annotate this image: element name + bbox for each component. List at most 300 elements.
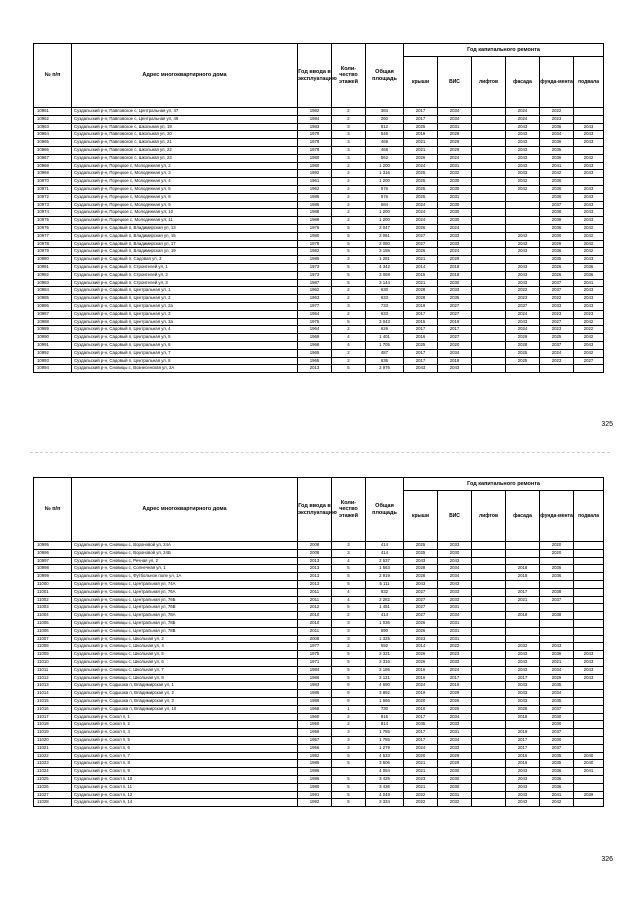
cell-area: 1 325 bbox=[366, 635, 404, 643]
table-row bbox=[34, 565, 604, 573]
cell-foundation: 2030 bbox=[540, 713, 574, 721]
table-row bbox=[34, 115, 604, 123]
cell-num: 10970 bbox=[34, 178, 72, 186]
cell-basement bbox=[574, 627, 604, 635]
cell-foundation: 2033 bbox=[540, 302, 574, 310]
cell-roof: 2025 bbox=[404, 170, 438, 178]
cell-year: 2010 bbox=[298, 619, 332, 627]
cell-vis: 2033 bbox=[438, 721, 472, 729]
cell-year: 1976 bbox=[298, 224, 332, 232]
cell-vis: 2027 bbox=[438, 310, 472, 318]
cell-floors: 5 bbox=[332, 263, 366, 271]
cell-year: 1979 bbox=[298, 131, 332, 139]
cell-year: 1985 bbox=[298, 760, 332, 768]
cell-facade bbox=[506, 193, 540, 201]
header-capital-repair-year: Год капитального ремонта bbox=[404, 478, 604, 491]
cell-num: 10982 bbox=[34, 271, 72, 279]
cell-facade: 2043 bbox=[506, 658, 540, 666]
cell-area: 3 068 bbox=[366, 271, 404, 279]
cell-area: 1 279 bbox=[366, 744, 404, 752]
cell-floors: 5 bbox=[332, 580, 366, 588]
table-row bbox=[34, 713, 604, 721]
cell-year: 1960 bbox=[298, 713, 332, 721]
cell-year: 1983 bbox=[298, 123, 332, 131]
cell-num: 11009 bbox=[34, 651, 72, 659]
cell-area: 3 334 bbox=[366, 799, 404, 807]
cell-vis: 2035 bbox=[438, 295, 472, 303]
cell-year: 1973 bbox=[298, 271, 332, 279]
table-row bbox=[34, 154, 604, 162]
cell-year: 2011 bbox=[298, 588, 332, 596]
cell-num: 10971 bbox=[34, 185, 72, 193]
header-vis: ВИС bbox=[438, 491, 472, 542]
cell-roof: 2014 bbox=[404, 263, 438, 271]
cell-foundation: 2037 bbox=[540, 596, 574, 604]
cell-vis: 2023 bbox=[438, 651, 472, 659]
header-foundation: фунда-мента bbox=[540, 57, 574, 108]
cell-lifts bbox=[472, 302, 506, 310]
cell-year: 2008 bbox=[298, 635, 332, 643]
cell-basement: 2042 bbox=[574, 240, 604, 248]
cell-year: 2011 bbox=[298, 596, 332, 604]
cell-num: 10981 bbox=[34, 263, 72, 271]
cell-foundation: 2035 bbox=[540, 697, 574, 705]
cell-foundation: 2035 bbox=[540, 752, 574, 760]
table-row bbox=[34, 682, 604, 690]
header-floors: Коли-чество этажей bbox=[332, 44, 366, 108]
cell-roof: 2019 bbox=[404, 302, 438, 310]
cell-vis: 2031 bbox=[438, 729, 472, 737]
cell-address: Суздальский р-н, Сновицы с, Солнечная ул, 1 bbox=[72, 565, 298, 573]
table-row bbox=[34, 619, 604, 627]
cell-year: 2011 bbox=[298, 627, 332, 635]
cell-facade: 2043 bbox=[506, 146, 540, 154]
cell-basement: 2027 bbox=[574, 357, 604, 365]
cell-lifts bbox=[472, 682, 506, 690]
table-row bbox=[34, 248, 604, 256]
cell-floors: 5 bbox=[332, 318, 366, 326]
cell-area: 592 bbox=[366, 643, 404, 651]
table-row bbox=[34, 123, 604, 131]
cell-vis: 2029 bbox=[438, 146, 472, 154]
table-row bbox=[34, 791, 604, 799]
cell-year: 1977 bbox=[298, 643, 332, 651]
cell-address: Суздальский р-н, Сокол п, 12 bbox=[72, 791, 298, 799]
cell-year: 1988 bbox=[298, 209, 332, 217]
cell-address: Суздальский р-н, Павловское с, Школьная ул, 20 bbox=[72, 131, 298, 139]
cell-roof: 2027 bbox=[404, 604, 438, 612]
cell-year: 1968 bbox=[298, 705, 332, 713]
cell-year: 1984 bbox=[298, 115, 332, 123]
cell-foundation: 2023 bbox=[540, 115, 574, 123]
cell-num: 10979 bbox=[34, 248, 72, 256]
cell-facade bbox=[506, 224, 540, 232]
cell-address: Суздальский р-н, Садовый п, Центральная ул, 2а bbox=[72, 302, 298, 310]
cell-year: 1980 bbox=[298, 154, 332, 162]
cell-vis: 2017 bbox=[438, 674, 472, 682]
cell-year: 1984 bbox=[298, 666, 332, 674]
cell-year: 1978 bbox=[298, 240, 332, 248]
cell-address: Суздальский р-н, Порецкое с, Молодежная ул, 2 bbox=[72, 162, 298, 170]
cell-area: 2 919 bbox=[366, 573, 404, 581]
cell-vis: 2024 bbox=[438, 248, 472, 256]
cell-lifts bbox=[472, 705, 506, 713]
cell-foundation: 2037 bbox=[540, 744, 574, 752]
cell-vis: 2030 bbox=[438, 783, 472, 791]
cell-foundation: 2030 bbox=[540, 736, 574, 744]
cell-facade: 2028 bbox=[506, 705, 540, 713]
cell-roof: 2022 bbox=[404, 791, 438, 799]
cell-area: 5 111 bbox=[366, 580, 404, 588]
cell-address: Суздальский р-н, Сокол п, 8 bbox=[72, 760, 298, 768]
cell-foundation: 2035 bbox=[540, 256, 574, 264]
header-facade: фасада bbox=[506, 57, 540, 108]
cell-vis: 2031 bbox=[438, 604, 472, 612]
cell-vis: 2032 bbox=[438, 799, 472, 807]
cell-vis: 2027 bbox=[438, 334, 472, 342]
cell-num: 10972 bbox=[34, 193, 72, 201]
cell-vis: 2019 bbox=[438, 357, 472, 365]
cell-address: Суздальский р-н, Содышка п, Владимирская ул, 2 bbox=[72, 690, 298, 698]
cell-num: 11028 bbox=[34, 799, 72, 807]
cell-facade: 2043 bbox=[506, 768, 540, 776]
cell-num: 11024 bbox=[34, 768, 72, 776]
cell-basement: 2043 bbox=[574, 185, 604, 193]
cell-facade: 2043 bbox=[506, 651, 540, 659]
cell-year: 1983 bbox=[298, 682, 332, 690]
cell-lifts bbox=[472, 240, 506, 248]
cell-num: 11022 bbox=[34, 752, 72, 760]
cell-foundation: 2036 bbox=[540, 178, 574, 186]
cell-floors: 3 bbox=[332, 744, 366, 752]
cell-basement bbox=[574, 729, 604, 737]
cell-num: 10996 bbox=[34, 549, 72, 557]
cell-num: 11014 bbox=[34, 690, 72, 698]
cell-facade: 2024 bbox=[506, 108, 540, 116]
table-row bbox=[34, 760, 604, 768]
cell-basement: 2043 bbox=[574, 131, 604, 139]
table-body-page-326 bbox=[34, 542, 604, 807]
cell-floors: 2 bbox=[332, 326, 366, 334]
cell-address: Суздальский р-н, Павловское с, Центральная ул, 47 bbox=[72, 108, 298, 116]
cell-vis: 2030 bbox=[438, 185, 472, 193]
cell-address: Суздальский р-н, Порецкое с, Молодежная ул, 9 bbox=[72, 201, 298, 209]
cell-area: 3 155 bbox=[366, 248, 404, 256]
cell-roof: 2021 bbox=[404, 256, 438, 264]
cell-lifts bbox=[472, 651, 506, 659]
cell-num: 10973 bbox=[34, 201, 72, 209]
cell-facade: 2021 bbox=[506, 596, 540, 604]
header-floors: Коли-чество этажей bbox=[332, 478, 366, 542]
cell-area: 3 506 bbox=[366, 760, 404, 768]
cell-basement: 2043 bbox=[574, 674, 604, 682]
cell-area: 1 036 bbox=[366, 619, 404, 627]
cell-basement: 2043 bbox=[574, 139, 604, 147]
cell-floors: 3 bbox=[332, 619, 366, 627]
cell-floors: 3 bbox=[332, 635, 366, 643]
table-row bbox=[34, 651, 604, 659]
table-row bbox=[34, 549, 604, 557]
cell-year: 1985 bbox=[298, 256, 332, 264]
cell-num: 11013 bbox=[34, 682, 72, 690]
cell-floors: 3 bbox=[332, 729, 366, 737]
cell-floors: 5 bbox=[332, 604, 366, 612]
cell-roof: 2017 bbox=[404, 115, 438, 123]
cell-num: 10967 bbox=[34, 154, 72, 162]
cell-lifts bbox=[472, 596, 506, 604]
cell-vis: 2030 bbox=[438, 279, 472, 287]
cell-roof: 2026 bbox=[404, 627, 438, 635]
cell-floors: 2 bbox=[332, 178, 366, 186]
cell-lifts bbox=[472, 162, 506, 170]
cell-foundation: 2034 bbox=[540, 666, 574, 674]
cell-area: 2 976 bbox=[366, 365, 404, 373]
cell-basement: 2043 bbox=[574, 209, 604, 217]
cell-address: Суздальский р-н, Содышка п, Владимирская ул, 1 bbox=[72, 682, 298, 690]
table-row bbox=[34, 612, 604, 620]
cell-num: 11019 bbox=[34, 729, 72, 737]
cell-floors: 5 bbox=[332, 271, 366, 279]
cell-floors: 5 bbox=[332, 651, 366, 659]
cell-vis: 2017 bbox=[438, 326, 472, 334]
cell-lifts bbox=[472, 287, 506, 295]
cell-roof: 2024 bbox=[404, 201, 438, 209]
cell-area: 636 bbox=[366, 357, 404, 365]
cell-floors: 3 bbox=[332, 736, 366, 744]
cell-roof: 2014 bbox=[404, 643, 438, 651]
cell-lifts bbox=[472, 783, 506, 791]
cell-area: 1 200 bbox=[366, 217, 404, 225]
cell-roof: 2043 bbox=[404, 557, 438, 565]
cell-roof: 2025 bbox=[404, 193, 438, 201]
cell-address: Суздальский р-н, Порецкое с, Молодежная ул, 4 bbox=[72, 178, 298, 186]
cell-area: 1 200 bbox=[366, 178, 404, 186]
cell-facade bbox=[506, 635, 540, 643]
cell-roof: 2027 bbox=[404, 588, 438, 596]
table-row bbox=[34, 201, 604, 209]
cell-lifts bbox=[472, 690, 506, 698]
table-row bbox=[34, 334, 604, 342]
table-row bbox=[34, 799, 604, 807]
cell-address: Суздальский р-н, Порецкое с, Молодежная ул, 5 bbox=[72, 185, 298, 193]
cell-roof: 2021 bbox=[404, 783, 438, 791]
header-basement: подвала bbox=[574, 491, 604, 542]
cell-basement bbox=[574, 736, 604, 744]
cell-lifts bbox=[472, 248, 506, 256]
cell-num: 11004 bbox=[34, 612, 72, 620]
cell-lifts bbox=[472, 256, 506, 264]
cell-year: 1977 bbox=[298, 302, 332, 310]
cell-floors: 5 bbox=[332, 666, 366, 674]
cell-year: 1986 bbox=[298, 201, 332, 209]
cell-facade: 2032 bbox=[506, 643, 540, 651]
table-row bbox=[34, 178, 604, 186]
cell-lifts bbox=[472, 279, 506, 287]
cell-lifts bbox=[472, 580, 506, 588]
cell-facade: 2024 bbox=[506, 115, 540, 123]
cell-address: Суздальский р-н, Сокол п, 4 bbox=[72, 729, 298, 737]
cell-area: 576 bbox=[366, 185, 404, 193]
cell-area: 3 144 bbox=[366, 279, 404, 287]
cell-lifts bbox=[472, 768, 506, 776]
cell-facade: 2022 bbox=[506, 287, 540, 295]
cell-floors: 1 bbox=[332, 705, 366, 713]
cell-num: 10986 bbox=[34, 302, 72, 310]
cell-basement: 2043 bbox=[574, 217, 604, 225]
cell-foundation: 2036 bbox=[540, 123, 574, 131]
cell-lifts bbox=[472, 721, 506, 729]
cell-roof: 2017 bbox=[404, 357, 438, 365]
cell-foundation: 2030 bbox=[540, 721, 574, 729]
cell-area: 626 bbox=[366, 326, 404, 334]
cell-floors: 2 bbox=[332, 310, 366, 318]
cell-address: Суздальский р-н, Сновицы с, Вознесенская ул, 2А bbox=[72, 365, 298, 373]
cell-lifts bbox=[472, 736, 506, 744]
cell-roof: 2024 bbox=[404, 217, 438, 225]
cell-roof: 2026 bbox=[404, 658, 438, 666]
cell-year: 1992 bbox=[298, 799, 332, 807]
cell-floors: 2 bbox=[332, 295, 366, 303]
cell-vis: 2026 bbox=[438, 697, 472, 705]
cell-floors: 4 bbox=[332, 596, 366, 604]
table-row bbox=[34, 357, 604, 365]
table-row bbox=[34, 162, 604, 170]
cell-roof: 2027 bbox=[404, 240, 438, 248]
cell-area: 3 061 bbox=[366, 232, 404, 240]
cell-facade: 2043 bbox=[506, 279, 540, 287]
table-row bbox=[34, 783, 604, 791]
cell-address: Суздальский р-н, Содышка п, Владимирская ул, 10 bbox=[72, 705, 298, 713]
cell-year: 1964 bbox=[298, 310, 332, 318]
cell-num: 11002 bbox=[34, 596, 72, 604]
cell-roof: 2026 bbox=[404, 154, 438, 162]
cell-lifts bbox=[472, 588, 506, 596]
cell-roof: 2015 bbox=[404, 318, 438, 326]
cell-floors: 2 bbox=[332, 357, 366, 365]
cell-basement: 2043 bbox=[574, 123, 604, 131]
cell-foundation: 2042 bbox=[540, 170, 574, 178]
cell-lifts bbox=[472, 557, 506, 565]
cell-address: Суздальский р-н, Порецкое с, Молодежная ул, 8 bbox=[72, 193, 298, 201]
cell-foundation: 2023 bbox=[540, 310, 574, 318]
cell-year: 1986 bbox=[298, 775, 332, 783]
cell-address: Суздальский р-н, Сновицы с, Центральная ул, 78В bbox=[72, 627, 298, 635]
cell-foundation: 2030 bbox=[540, 232, 574, 240]
cell-address: Суздальский р-н, Садовый п, Центральная ул, 8 bbox=[72, 357, 298, 365]
cell-floors: 2 bbox=[332, 721, 366, 729]
cell-facade: 2043 bbox=[506, 170, 540, 178]
cell-area: 1 566 bbox=[366, 697, 404, 705]
cell-year: 1986 bbox=[298, 690, 332, 698]
cell-foundation: 2036 bbox=[540, 139, 574, 147]
table-row bbox=[34, 131, 604, 139]
cell-facade: 2037 bbox=[506, 302, 540, 310]
cell-num: 11017 bbox=[34, 713, 72, 721]
header-lifts: лифтов bbox=[472, 57, 506, 108]
cell-num: 11027 bbox=[34, 791, 72, 799]
cell-address: Суздальский р-н, Сновицы с, Центральная ул, 76Б bbox=[72, 596, 298, 604]
cell-address: Суздальский р-н, Павловское с, Центральная ул, 49 bbox=[72, 115, 298, 123]
cell-vis: 2030 bbox=[438, 201, 472, 209]
cell-area: 4 533 bbox=[366, 752, 404, 760]
cell-area: 1 755 bbox=[366, 736, 404, 744]
cell-facade: 2043 bbox=[506, 162, 540, 170]
cell-address: Суздальский р-н, Садовый п, Центральная ул, 3 bbox=[72, 310, 298, 318]
cell-area: 3 047 bbox=[366, 224, 404, 232]
cell-facade bbox=[506, 365, 540, 373]
cell-foundation: 2035 bbox=[540, 682, 574, 690]
cell-year: 1992 bbox=[298, 170, 332, 178]
cell-floors: 3 bbox=[332, 627, 366, 635]
cell-facade bbox=[506, 201, 540, 209]
cell-foundation bbox=[540, 557, 574, 565]
cell-roof: 2020 bbox=[404, 752, 438, 760]
cell-roof: 2018 bbox=[404, 705, 438, 713]
cell-num: 11003 bbox=[34, 604, 72, 612]
cell-num: 10978 bbox=[34, 240, 72, 248]
cell-foundation: 2027 bbox=[540, 318, 574, 326]
register-table-page-325 bbox=[33, 43, 603, 373]
cell-foundation: 2037 bbox=[540, 279, 574, 287]
cell-num: 11007 bbox=[34, 635, 72, 643]
cell-floors: 2 bbox=[332, 217, 366, 225]
cell-roof: 2016 bbox=[404, 674, 438, 682]
cell-num: 10966 bbox=[34, 146, 72, 154]
header-area: Общая площадь bbox=[366, 478, 404, 542]
cell-floors: 5 bbox=[332, 279, 366, 287]
cell-vis: 2018 bbox=[438, 263, 472, 271]
cell-lifts bbox=[472, 760, 506, 768]
cell-foundation: 2038 bbox=[540, 612, 574, 620]
cell-foundation: 2037 bbox=[540, 729, 574, 737]
cell-foundation: 2037 bbox=[540, 705, 574, 713]
cell-area: 1 755 bbox=[366, 729, 404, 737]
cell-foundation: 2038 bbox=[540, 588, 574, 596]
cell-floors: 5 bbox=[332, 697, 366, 705]
table-row bbox=[34, 542, 604, 550]
cell-basement bbox=[574, 573, 604, 581]
cell-roof: 2026 bbox=[404, 224, 438, 232]
cell-floors: 2 bbox=[332, 170, 366, 178]
cell-foundation: 2029 bbox=[540, 240, 574, 248]
table-row bbox=[34, 635, 604, 643]
cell-area: 1 705 bbox=[366, 341, 404, 349]
cell-lifts bbox=[472, 123, 506, 131]
cell-facade bbox=[506, 557, 540, 565]
cell-year: 1982 bbox=[298, 248, 332, 256]
cell-basement: 2036 bbox=[574, 263, 604, 271]
cell-roof: 2028 bbox=[404, 573, 438, 581]
cell-num: 10984 bbox=[34, 287, 72, 295]
cell-vis: 2030 bbox=[438, 549, 472, 557]
cell-basement: 2022 bbox=[574, 326, 604, 334]
cell-area: 414 bbox=[366, 542, 404, 550]
cell-num: 11021 bbox=[34, 744, 72, 752]
cell-basement: 2043 bbox=[574, 658, 604, 666]
cell-area: 2 282 bbox=[366, 596, 404, 604]
cell-area: 1 200 bbox=[366, 162, 404, 170]
cell-facade: 2043 bbox=[506, 318, 540, 326]
cell-lifts bbox=[472, 178, 506, 186]
cell-num: 10985 bbox=[34, 295, 72, 303]
cell-lifts bbox=[472, 565, 506, 573]
cell-basement: 2036 bbox=[574, 271, 604, 279]
cell-area: 562 bbox=[366, 154, 404, 162]
cell-roof: 2016 bbox=[404, 666, 438, 674]
cell-vis: 2030 bbox=[438, 217, 472, 225]
cell-lifts bbox=[472, 604, 506, 612]
cell-facade: 2017 bbox=[506, 744, 540, 752]
